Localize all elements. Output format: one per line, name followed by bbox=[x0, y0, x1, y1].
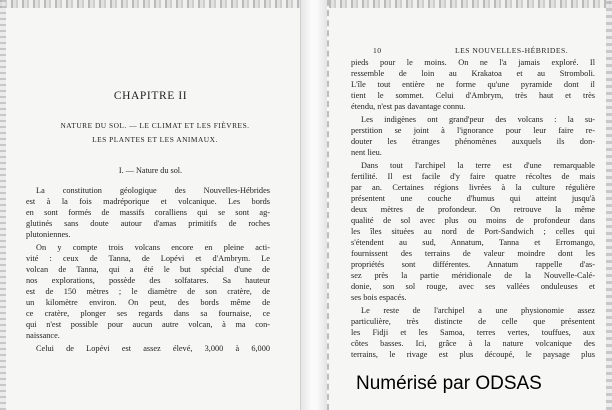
text-line: propriétés sont différentes. Annatum rappelle d'as- bbox=[351, 260, 595, 269]
text-line: qualité de sol avec plus ou moins de profondeur dans bbox=[351, 216, 595, 225]
text-line: perstition se joint à l'ignorance pour leur faire re- bbox=[351, 126, 595, 135]
torn-page-edge bbox=[0, 0, 6, 410]
running-title: LES NOUVELLES-HÉBRIDES. bbox=[455, 46, 569, 55]
book-gutter bbox=[301, 0, 327, 410]
text-line: est à la fois madréporique et volcanique. Les bords bbox=[26, 197, 270, 206]
text-line: sez près la partie méridionale de la Nouvelle-Calé- bbox=[351, 271, 595, 280]
page-number: 10 bbox=[373, 46, 382, 55]
text-line: présentent une couche d'humus qui atteint jusqu'à bbox=[351, 194, 595, 203]
text-line: un kilomètre environ. On peut, des bords même de bbox=[26, 298, 270, 307]
chapter-subtitle-line: NATURE DU SOL. — LE CLIMAT ET LES FIÈVRES. bbox=[60, 121, 250, 130]
text-line: vité : ceux de Tanna, de Lopévi et d'Ambrym. Le bbox=[26, 254, 270, 263]
text-line: est de 150 mètres ; le diamètre de son cratère, de bbox=[26, 287, 270, 296]
section-heading: I. — Nature du sol. bbox=[118, 166, 183, 175]
text-line: tient le sommet. Celui d'Ambrym, très haut et très bbox=[351, 91, 595, 100]
text-line: nos explorations, possède des solfatares. Sa hauteur bbox=[26, 276, 270, 285]
text-line: Dans tout l'archipel la terre est d'une remarquable bbox=[361, 161, 595, 170]
text-line: qui n'est possible pour aucun autre volcan, à ma con- bbox=[26, 320, 270, 329]
text-line: naissance. bbox=[26, 331, 60, 340]
text-line: Celui de Lopévi est assez élevé, 3,000 à 6,000 bbox=[36, 344, 270, 353]
right-page bbox=[327, 0, 612, 410]
text-line: par an. Certaines régions livrées à la culture régulière bbox=[351, 183, 595, 192]
text-line: nent lieu. bbox=[351, 148, 382, 157]
text-line: particulière, très distincte de celle que présentent bbox=[351, 317, 595, 326]
torn-page-edge bbox=[0, 0, 300, 8]
text-line: ses bois espacés. bbox=[351, 293, 407, 302]
text-line: côtes basses. Ici, grâce à la nature volcanique des bbox=[351, 339, 595, 348]
text-line: fournissent des terrains de valeur moindre dont les bbox=[351, 249, 595, 258]
text-line: terrains, le rivage est plus découpé, le paysage plus bbox=[351, 350, 595, 359]
text-line: douter les étranges phénomènes auxquels ils don- bbox=[351, 137, 595, 146]
chapter-subtitle-line: LES PLANTES ET LES ANIMAUX. bbox=[92, 135, 218, 144]
text-line: volcan de Tanna, qui a été le but spécial d'une de bbox=[26, 265, 270, 274]
text-line: On y compte trois volcans encore en pleine acti- bbox=[36, 243, 270, 252]
chapter-heading: CHAPITRE II bbox=[113, 90, 188, 102]
text-line: Le reste de l'archipel a une physionomie assez bbox=[361, 306, 595, 315]
torn-page-edge bbox=[606, 0, 612, 410]
text-line: s'étendent au sud, Annatum, Tanna et Erromango, bbox=[351, 238, 595, 247]
text-line: pieds pour le moins. On ne l'a jamais exploré. Il bbox=[351, 58, 595, 67]
text-line: étendu, n'est pas davantage connu. bbox=[351, 102, 466, 111]
text-line: les îles situées au nord de Port-Sandwich ; celles qui bbox=[351, 227, 595, 236]
text-line: plutoniennes. bbox=[26, 230, 71, 239]
text-line: Les indigènes ont grand'peur des volcans : la su- bbox=[361, 115, 595, 124]
text-line: L'île tout entière ne forme qu'une pyramide dont il bbox=[351, 80, 595, 89]
text-line: glutinés sans doute autour d'amas primitifs de roches bbox=[26, 219, 270, 228]
left-page bbox=[0, 0, 301, 410]
text-line: La constitution géologique des Nouvelles-Hébrides bbox=[36, 186, 270, 195]
text-line: en sont formés de massifs coralliens qui se sont ag- bbox=[26, 208, 270, 217]
text-line: les Fidji et les Samoa, terres vertes, touffues, aux bbox=[351, 328, 595, 337]
text-line: donie, son sol rouge, avec ses vallées onduleuses et bbox=[351, 282, 595, 291]
text-line: fertilité. Il est facile d'y faire quatre récoltes de mais bbox=[351, 172, 595, 181]
torn-page-edge bbox=[329, 0, 612, 8]
text-line: deux mètres de profondeur. On retrouve la même bbox=[351, 205, 595, 214]
digitization-watermark: Numérisé par ODSAS bbox=[356, 373, 542, 394]
text-line: ce cratère, plonger ses regards dans sa fournaise, ce bbox=[26, 309, 270, 318]
text-line: ressemble de loin au Krakatoa et au Stromboli. bbox=[351, 69, 595, 78]
